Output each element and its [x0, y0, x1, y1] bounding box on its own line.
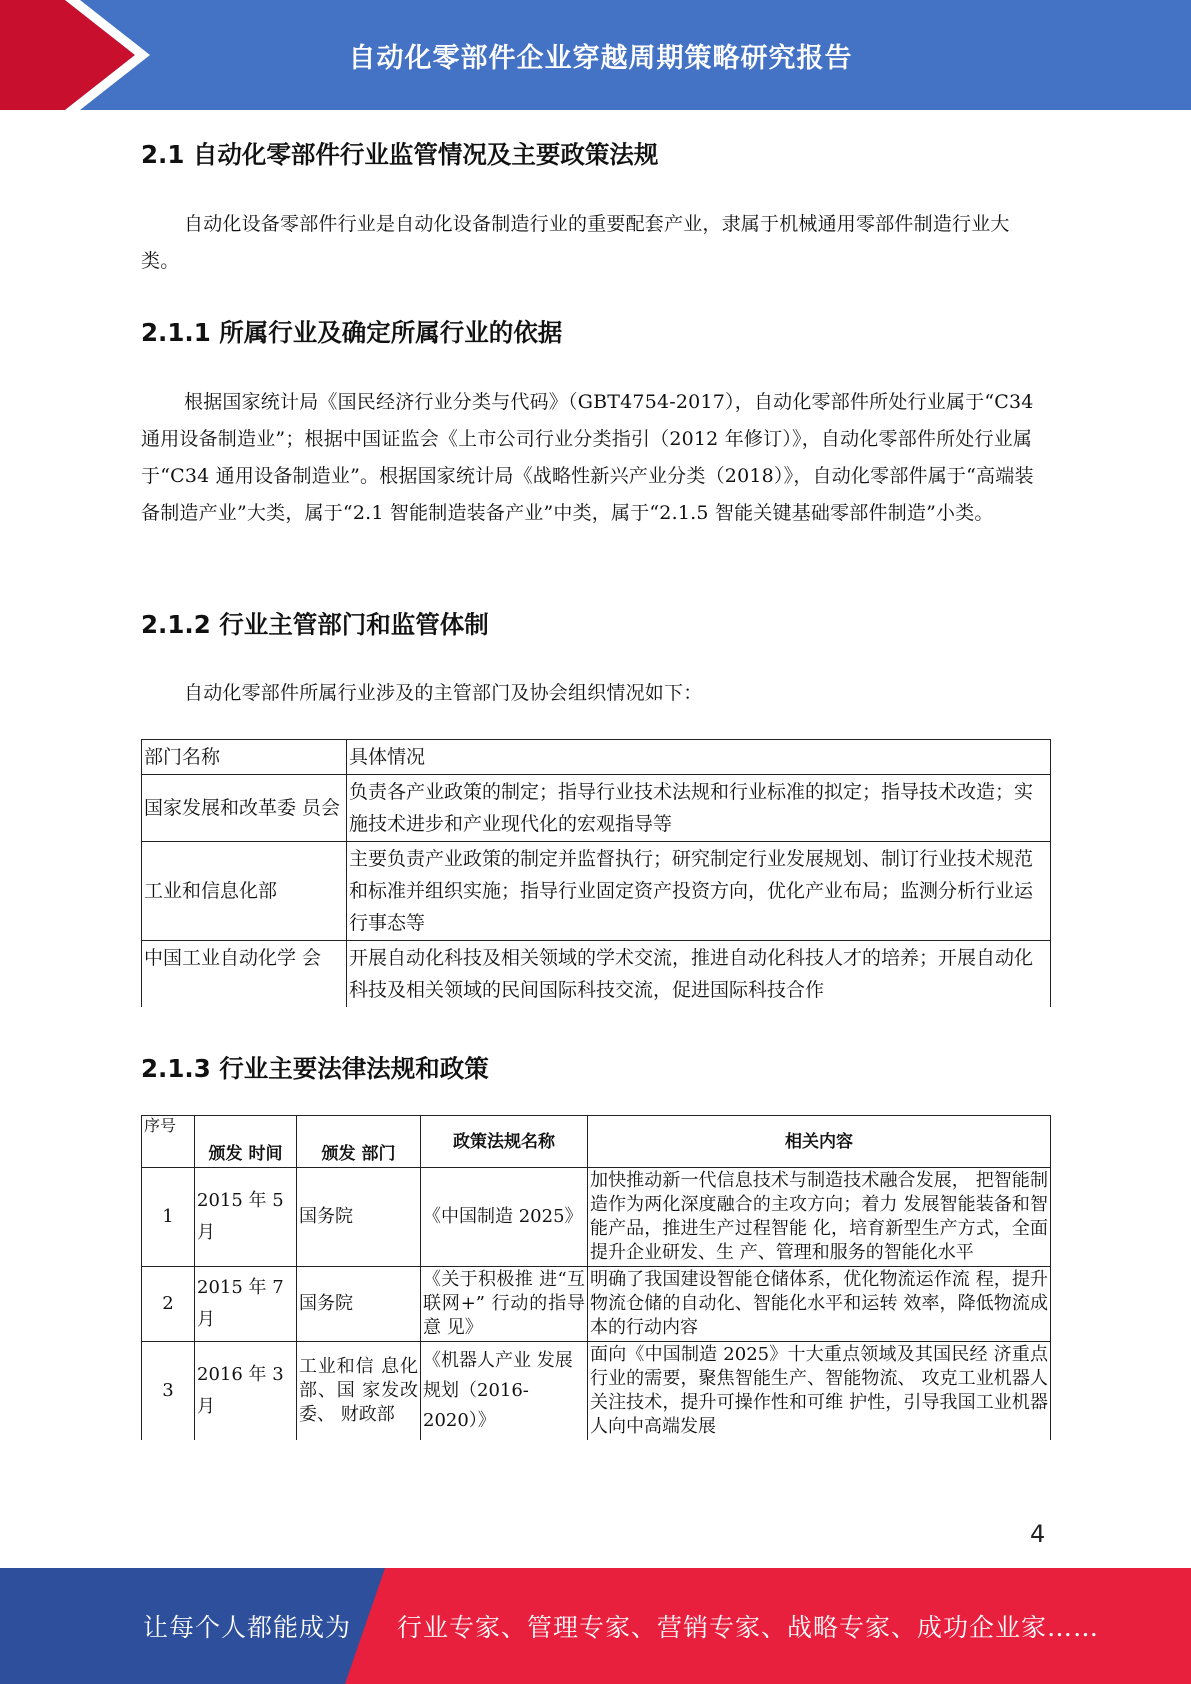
table-header-cell: 政策法规名称	[421, 1116, 588, 1168]
dept-detail-cell: 开展自动化科技及相关领域的学术交流，推进自动化科技人才的培养；开展自动化科技及相关领域的民间国际科技交流，促进国际科技合作	[347, 941, 1051, 1008]
table-row	[142, 941, 1051, 1008]
policy-no-cell: 2	[142, 1267, 195, 1342]
dept-detail-cell: 负责各产业政策的制定；指导行业技术法规和行业标准的拟定；指导技术改造；实施技术进步和产业现代化的宏观指导等	[347, 775, 1051, 842]
table-row	[142, 740, 1051, 775]
dept-table	[141, 739, 1051, 1007]
para-2-1: 自动化设备零部件行业是自动化设备制造行业的重要配套产业，隶属于机械通用零部件制造行业大类。	[141, 213, 1010, 272]
policy-content-cell: 明确了我国建设智能仓储体系，优化物流运作流 程，提升物流仓储的自动化、智能化水平和运转 效率，降低物流成本的行动内容	[588, 1267, 1051, 1342]
policy-name-cell: 《机器人产业 发展规划（2016-2020）》	[421, 1342, 588, 1441]
dept-name-cell: 中国工业自动化学 会	[142, 941, 347, 1008]
table-row	[142, 1116, 1051, 1168]
report-title: 自动化零部件企业穿越周期策略研究报告	[348, 42, 853, 74]
table-header-cell: 颁发 时间	[195, 1116, 297, 1168]
policy-content-cell: 加快推动新一代信息技术与制造技术融合发展， 把智能制造作为两化深度融合的主攻方向；着力 发展智能装备和智能产品，推进生产过程智能 化，培育新型生产方式，全面提升企业研发、生 产、管理和服务的智能化水平	[588, 1168, 1051, 1267]
table-row	[142, 1168, 1051, 1267]
table-header-cell: 相关内容	[588, 1116, 1051, 1168]
policy-time-cell: 2015 年 5 月	[195, 1168, 297, 1267]
page-number: 4	[1030, 1520, 1046, 1548]
policy-name-cell: 《关于积极推 进“互联网+” 行动的指导意 见》	[421, 1267, 588, 1342]
page-header	[0, 0, 1191, 110]
policy-name-cell: 《中国制造 2025》	[421, 1168, 588, 1267]
heading-2-1: 2.1 自动化零部件行业监管情况及主要政策法规	[141, 140, 659, 169]
page-footer	[0, 1568, 1191, 1684]
policy-dept-cell: 国务院	[297, 1267, 421, 1342]
table-row	[142, 842, 1051, 941]
heading-2-1-1: 2.1.1 所属行业及确定所属行业的依据	[141, 318, 563, 347]
dept-name-cell: 工业和信息化部	[142, 842, 347, 941]
table-row	[142, 1267, 1051, 1342]
policy-dept-cell: 工业和信 息化部、国 家发改委、 财政部	[297, 1342, 421, 1441]
policy-time-cell: 2016 年 3 月	[195, 1342, 297, 1441]
table-header-cell: 颁发 部门	[297, 1116, 421, 1168]
table-row	[142, 775, 1051, 842]
dept-name-cell: 国家发展和改革委 员会	[142, 775, 347, 842]
para-2-1-1: 根据国家统计局《国民经济行业分类与代码》（GBT4754-2017），自动化零部件所处行业属于“C34 通用设备制造业”；根据中国证监会《上市公司行业分类指引（2012 年修订）》，自动化零部件所处行业属于“C34 通用设备制造业”。根据国家统计局《战略性新兴产业分类（2018）》，自动化零部件属于“高端装备制造产业”大类，属于“2.1 智能制造装备产业”中类，属于“2.1.5 智能关键基础零部件制造”小类。	[141, 391, 1034, 524]
policy-no-cell: 3	[142, 1342, 195, 1441]
table-row	[142, 1342, 1051, 1441]
policy-time-cell: 2015 年 7 月	[195, 1267, 297, 1342]
heading-2-1-3: 2.1.3 行业主要法律法规和政策	[141, 1054, 489, 1083]
table-header-cell: 具体情况	[347, 740, 1051, 775]
table-header-cell: 部门名称	[142, 740, 347, 775]
policy-content-cell: 面向《中国制造 2025》十大重点领域及其国民经 济重点行业的需要，聚焦智能生产、智能物流、 攻克工业机器人关注技术，提升可操作性和可维 护性，引导我国工业机器人向中高端发展	[588, 1342, 1051, 1441]
dept-detail-cell: 主要负责产业政策的制定并监督执行；研究制定行业发展规划、制订行业技术规范和标准并组织实施；指导行业固定资产投资方向，优化产业布局；监测分析行业运行事态等	[347, 842, 1051, 941]
policy-table	[141, 1115, 1051, 1440]
footer-slogan-right: 行业专家、管理专家、营销专家、战略专家、成功企业家……	[397, 1613, 1100, 1642]
policy-dept-cell: 国务院	[297, 1168, 421, 1267]
footer-slogan-left: 让每个人都能成为	[143, 1613, 352, 1642]
policy-no-cell: 1	[142, 1168, 195, 1267]
para-2-1-2: 自动化零部件所属行业涉及的主管部门及协会组织情况如下：	[184, 682, 703, 704]
heading-2-1-2: 2.1.2 行业主管部门和监管体制	[141, 610, 489, 639]
table-header-cell: 序号	[142, 1116, 195, 1168]
